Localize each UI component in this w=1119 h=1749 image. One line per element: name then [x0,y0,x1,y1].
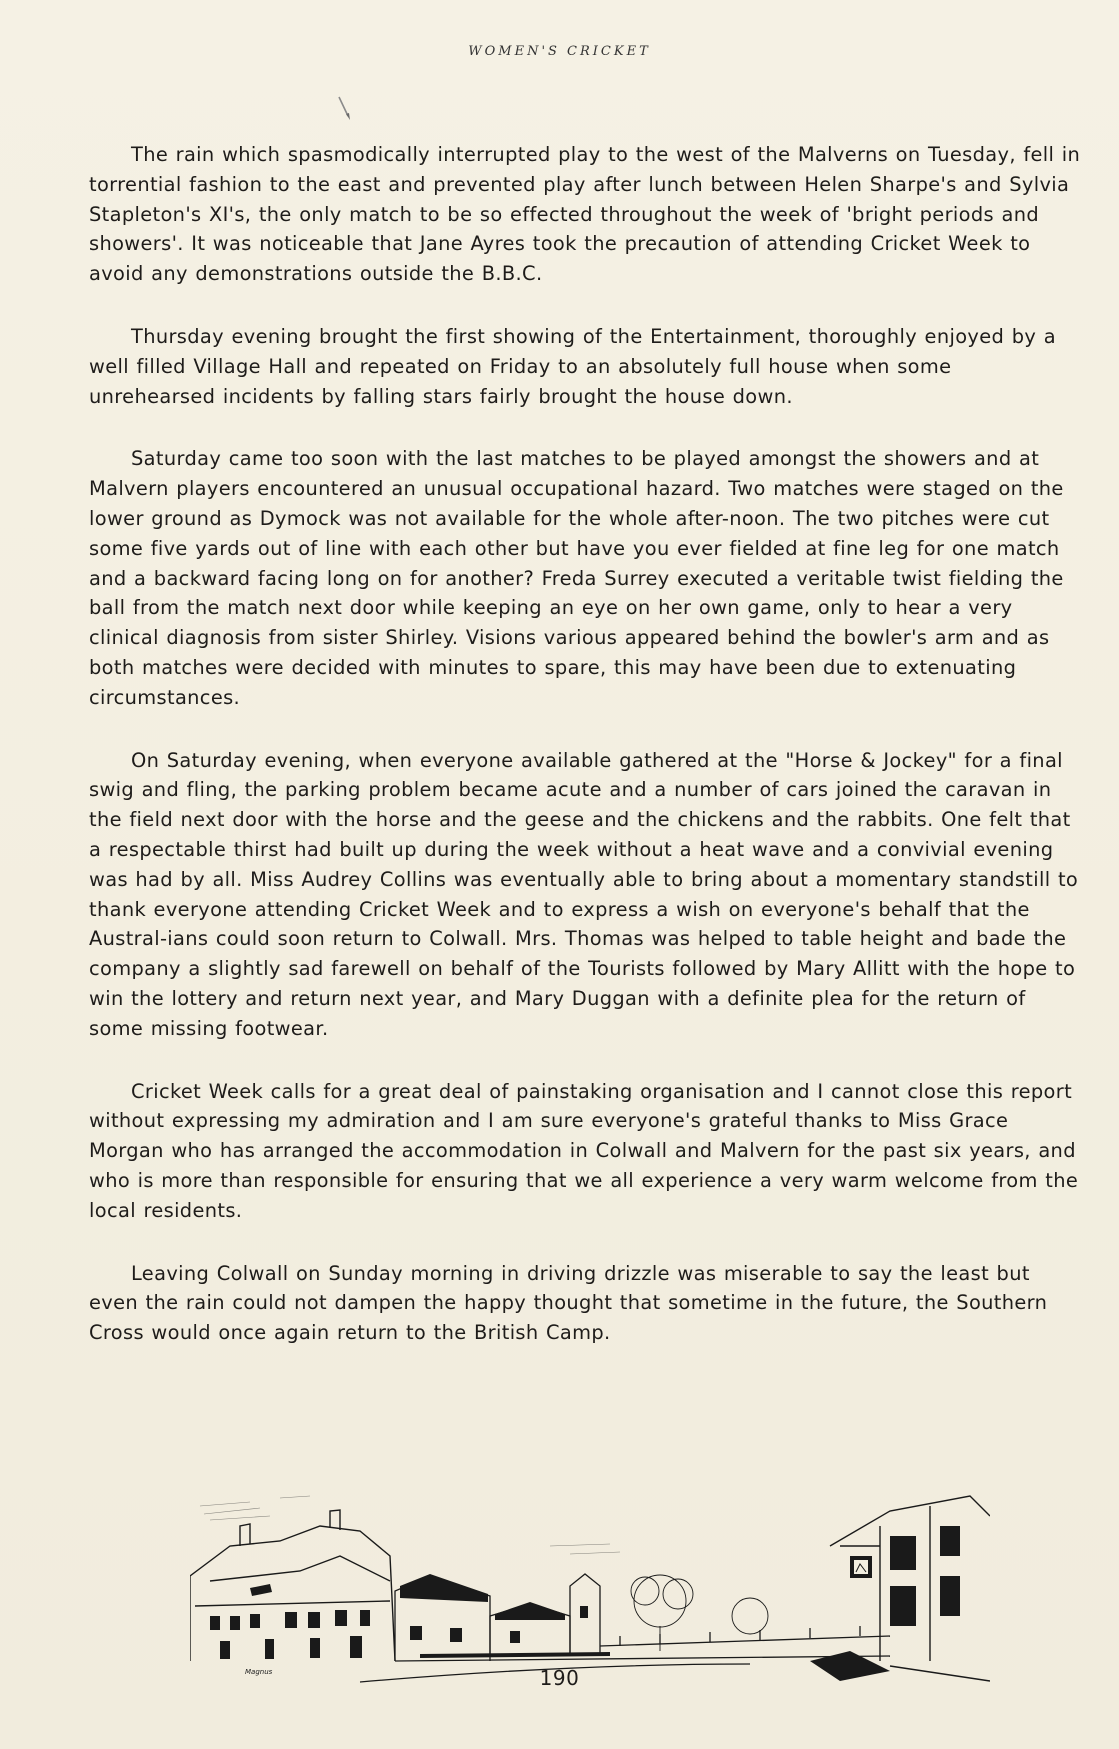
paragraph-4: On Saturday evening, when everyone available gathered at the "Horse & Jockey" for a final swig and fling, the parking problem became acute and a number of cars joined the caravan in the field next door with the horse and the geese and the chickens and the rabbits. One felt that a respectable thirst had built up during the week without a heat wave and a convivial evening was had by all. Miss Audrey Collins was eventually able to bring about a momentary standstill to thank everyone attending Cricket Week and to express a wish on everyone's behalf that the Austral-ians could soon return to Colwall. Mrs. Thomas was helped to table height and bade the company a slightly sad farewell on behalf of the Tourists followed by Mary Allitt with the hope to win the lottery and return next year, and Mary Duggan with a definite plea for the return of some missing footwear. [89,748,1079,1040]
paragraph-1: The rain which spasmodically interrupted play to the west of the Malverns on Tuesday, fell in torrential fashion to the east and prevented play after lunch between Helen Sharpe's and Sylvia Stapleton's XI's, the only match to be so effected throughout the week of 'bright periods and showers'. It was noticeable that Jane Ayres took the precaution of attending Cricket Week to avoid any demonstrations outside the B.B.C. [89,143,1081,286]
artist-signature: Magnus [245,1668,273,1676]
article-body [89,140,1081,1381]
paragraph-2: Thursday evening brought the first showing of the Entertainment, thoroughly enjoyed by a well filled Village Hall and repeated on Friday to an absolutely full house when some unrehearsed incidents by falling stars fairly brought the house down. [89,324,1056,408]
paragraph-6: Leaving Colwall on Sunday morning in driving drizzle was miserable to say the least but even the rain could not dampen the happy thought that sometime in the future, the Southern Cross would once again return to the British Camp. [89,1261,1048,1345]
village-street-sketch-icon [190,1486,990,1686]
paragraph-3: Saturday came too soon with the last matches to be played amongst the showers and at Malvern players encountered an unusual occupational hazard. Two matches were staged on the lower ground as Dymock was not available for the whole after-noon. The two pitches were cut some five yards out of line with each other but have you ever fielded at fine leg for one match and a backward facing long on for another? Freda Surrey executed a veritable twist fielding the ball from the match next door while keeping an eye on her own game, only to hear a very clinical diagnosis from sister Shirley. Visions various appeared behind the bowler's arm and as both matches were decided with minutes to spare, this may have been due to extenuating circumstances. [89,447,1064,709]
pencil-mark-icon [338,96,352,122]
running-head: WOMEN'S CRICKET [468,44,651,59]
paragraph-5: Cricket Week calls for a great deal of painstaking organisation and I cannot close this report without expressing my admiration and I am sure everyone's grateful thanks to Miss Grace Morgan who has arranged the accommodation in Colwall and Malvern for the past six years, and who is more than responsible for ensuring that we all experience a very warm welcome from the local residents. [89,1079,1079,1222]
page-number: 190 [539,1666,580,1690]
